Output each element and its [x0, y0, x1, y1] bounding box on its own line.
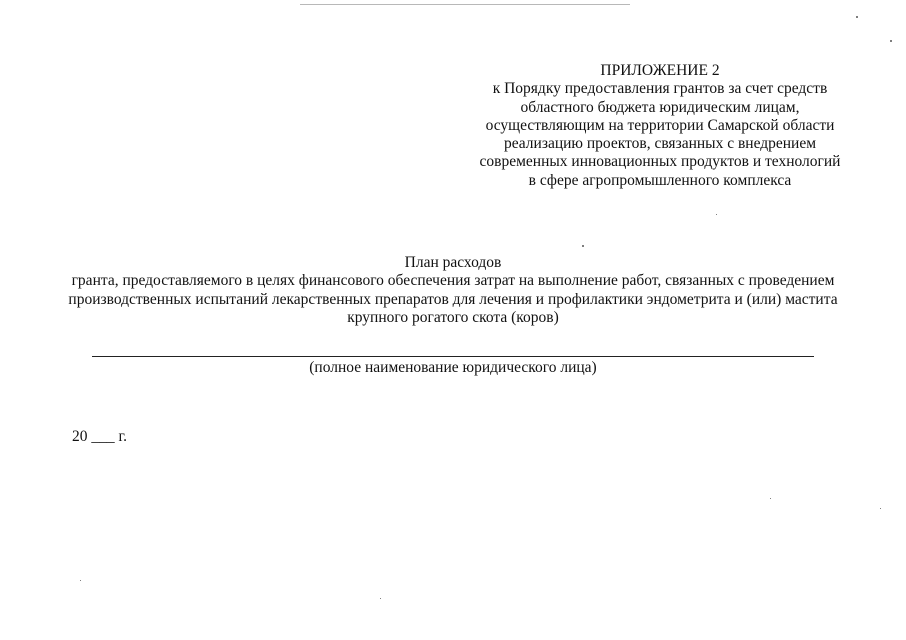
scan-top-rule — [300, 4, 630, 5]
scan-speck — [380, 598, 381, 599]
scan-speck — [80, 580, 81, 581]
appendix-line-3: осуществляющим на территории Самарской области — [485, 116, 835, 134]
legal-entity-name-line — [92, 356, 814, 357]
appendix-line-1: к Порядку предоставления грантов за счет средств — [492, 80, 828, 98]
legal-entity-caption: (полное наименование юридического лица) — [309, 359, 597, 376]
scan-speck — [770, 498, 771, 499]
appendix-line-6: в сфере агропромышленного комплекса — [528, 171, 792, 189]
scan-speck — [716, 214, 717, 215]
scan-speck — [856, 16, 858, 18]
scan-speck — [890, 40, 892, 42]
appendix-header — [470, 62, 850, 190]
scan-speck — [880, 508, 881, 509]
year-line: 20 ___ г. — [72, 428, 127, 445]
plan-line-1: гранта, предоставляемого в целях финансового обеспечения затрат на выполнение работ, связанных с проведением — [71, 272, 835, 290]
plan-line-3: крупного рогатого скота (коров) — [347, 308, 559, 326]
appendix-line-2: областного бюджета юридическим лицам, — [520, 98, 800, 116]
plan-heading — [40, 254, 866, 327]
plan-line-2: производственных испытаний лекарственных препаратов для лечения и профилактики эндометрита и (или) мастита — [68, 290, 838, 308]
scan-speck — [582, 245, 584, 247]
plan-title: План расходов — [404, 254, 502, 271]
appendix-title: ПРИЛОЖЕНИЕ 2 — [600, 62, 720, 79]
appendix-line-4: реализацию проектов, связанных с внедрением — [503, 135, 817, 153]
appendix-line-5: современных инновационных продуктов и технологий — [479, 153, 841, 171]
